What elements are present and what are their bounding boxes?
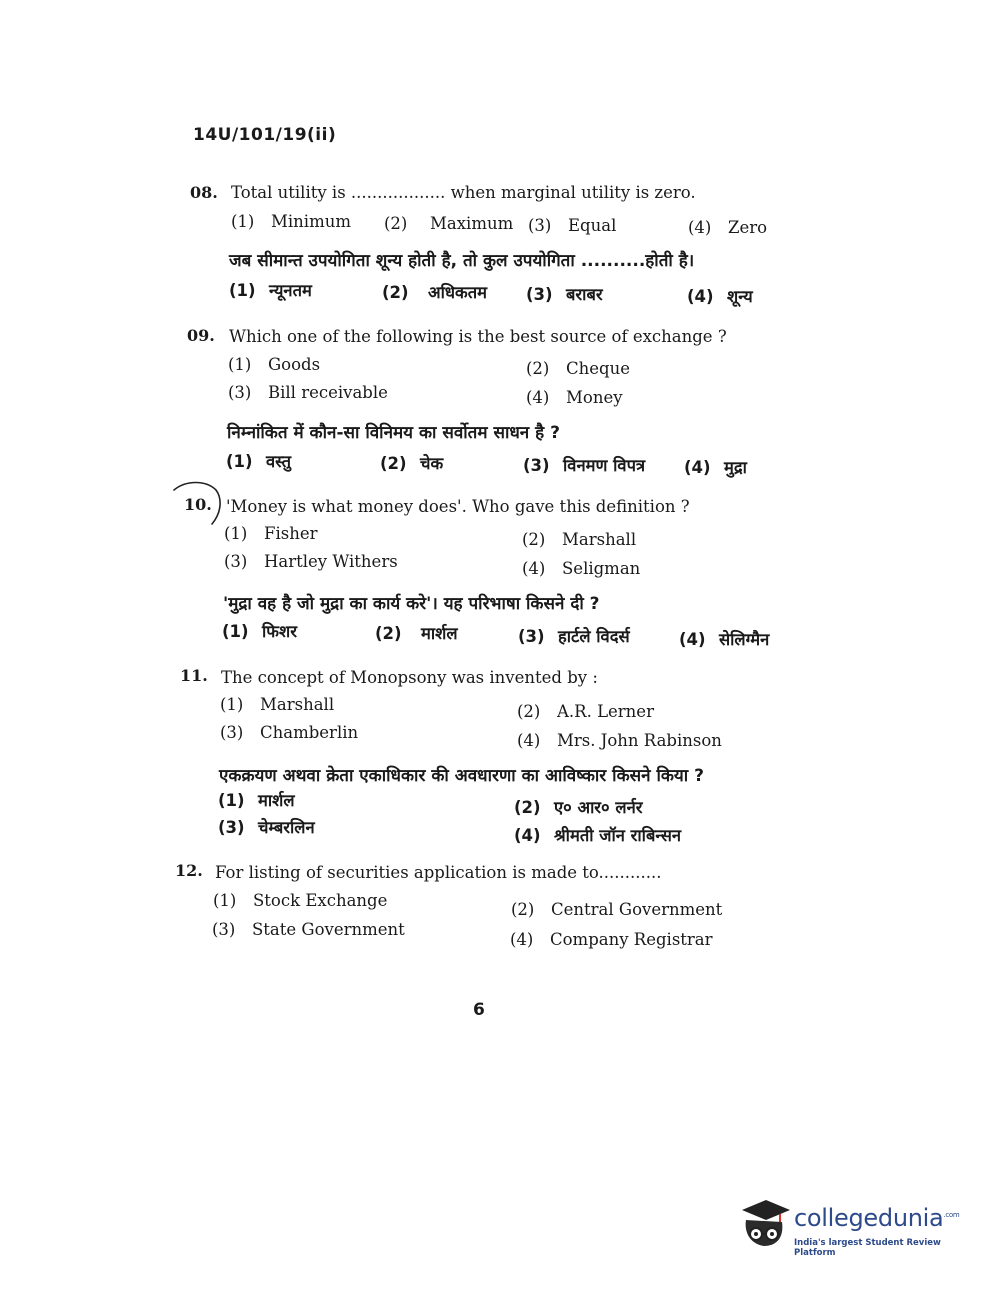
hindi-option-1: (1) न्यूनतम bbox=[229, 281, 312, 300]
hindi-question-text: निम्नांकित में कौन-सा विनिमय का सर्वोतम साधन है ? bbox=[227, 423, 560, 443]
option-1: (1) Goods bbox=[228, 355, 321, 374]
question-text: Which one of the following is the best source of exchange ? bbox=[229, 327, 727, 346]
option-2: (2) Cheque bbox=[526, 359, 630, 378]
hindi-option-2: (2) मार्शल bbox=[375, 624, 458, 643]
hindi-option-4: (4) श्रीमती जॉन राबिन्सन bbox=[514, 826, 682, 845]
hindi-option-2: (2) ए० आर० लर्नर bbox=[514, 798, 643, 817]
hindi-option-3: (3) हार्टले विदर्स bbox=[518, 627, 630, 646]
hindi-option-1: (1) मार्शल bbox=[218, 791, 295, 810]
option-3: (3) Bill receivable bbox=[228, 383, 388, 402]
hindi-option-3: (3) बराबर bbox=[526, 285, 603, 304]
option-3: (3) State Government bbox=[212, 920, 405, 939]
option-3: (3) Equal bbox=[528, 216, 617, 235]
hindi-option-2: (2) अधिकतम bbox=[382, 283, 487, 302]
collegedunia-watermark bbox=[736, 1196, 966, 1258]
option-3: (3) Chamberlin bbox=[220, 723, 359, 742]
hindi-option-1: (1) वस्तु bbox=[226, 452, 291, 471]
question-text: Total utility is .................. when marginal utility is zero. bbox=[231, 183, 696, 202]
question-number: 08. bbox=[190, 183, 218, 202]
hindi-option-2: (2) चेक bbox=[380, 454, 444, 473]
option-4: (4) Seligman bbox=[522, 559, 641, 578]
question-number: 09. bbox=[187, 326, 215, 345]
option-3: (3) Hartley Withers bbox=[224, 552, 398, 571]
question-text: For listing of securities application is made to............ bbox=[215, 863, 662, 882]
brand-tagline: India's largest Student Review Platform bbox=[794, 1238, 941, 1258]
option-2: (2) Maximum bbox=[384, 214, 514, 233]
hindi-option-1: (1) फिशर bbox=[222, 622, 297, 641]
question-text: The concept of Monopsony was invented by : bbox=[221, 668, 598, 687]
option-2: (2) A.R. Lerner bbox=[517, 702, 654, 721]
hindi-option-4: (4) शून्य bbox=[687, 287, 753, 306]
hindi-option-3: (3) विनमण विपत्र bbox=[523, 456, 646, 475]
paper-code: 14U/101/19(ii) bbox=[193, 125, 337, 145]
hindi-question-text: 'मुद्रा वह है जो मुद्रा का कार्य करे'। यह परिभाषा किसने दी ? bbox=[223, 594, 600, 614]
hindi-option-4: (4) मुद्रा bbox=[684, 458, 747, 477]
page-number: 6 bbox=[473, 1000, 485, 1020]
option-4: (4) Company Registrar bbox=[510, 930, 713, 949]
hindi-question-text: एकक्रयण अथवा क्रेता एकाधिकार की अवधारणा का आविष्कार किसने किया ? bbox=[219, 766, 704, 786]
option-1: (1) Marshall bbox=[220, 695, 335, 714]
option-4: (4) Mrs. John Rabinson bbox=[517, 731, 722, 750]
option-4: (4) Zero bbox=[688, 218, 768, 237]
hindi-question-text: जब सीमान्त उपयोगिता शून्य होती है, तो कुल उपयोगिता ..........होती है। bbox=[229, 251, 695, 271]
question-number: 10. bbox=[184, 495, 212, 514]
question-text: 'Money is what money does'. Who gave this definition ? bbox=[226, 497, 690, 516]
brand-name: collegedunia$^{.com}$ bbox=[794, 1204, 960, 1232]
hindi-option-3: (3) चेम्बरलिन bbox=[218, 818, 315, 837]
hindi-option-4: (4) सेलिग्मैन bbox=[679, 630, 770, 649]
option-1: (1) Minimum bbox=[231, 212, 351, 231]
question-number: 11. bbox=[180, 666, 208, 685]
option-1: (1) Stock Exchange bbox=[213, 891, 388, 910]
option-2: (2) Central Government bbox=[511, 900, 723, 919]
graduate-mascot-icon bbox=[736, 1196, 794, 1256]
question-number: 12. bbox=[175, 861, 203, 880]
option-2: (2) Marshall bbox=[522, 530, 637, 549]
option-4: (4) Money bbox=[526, 388, 623, 407]
option-1: (1) Fisher bbox=[224, 524, 318, 543]
